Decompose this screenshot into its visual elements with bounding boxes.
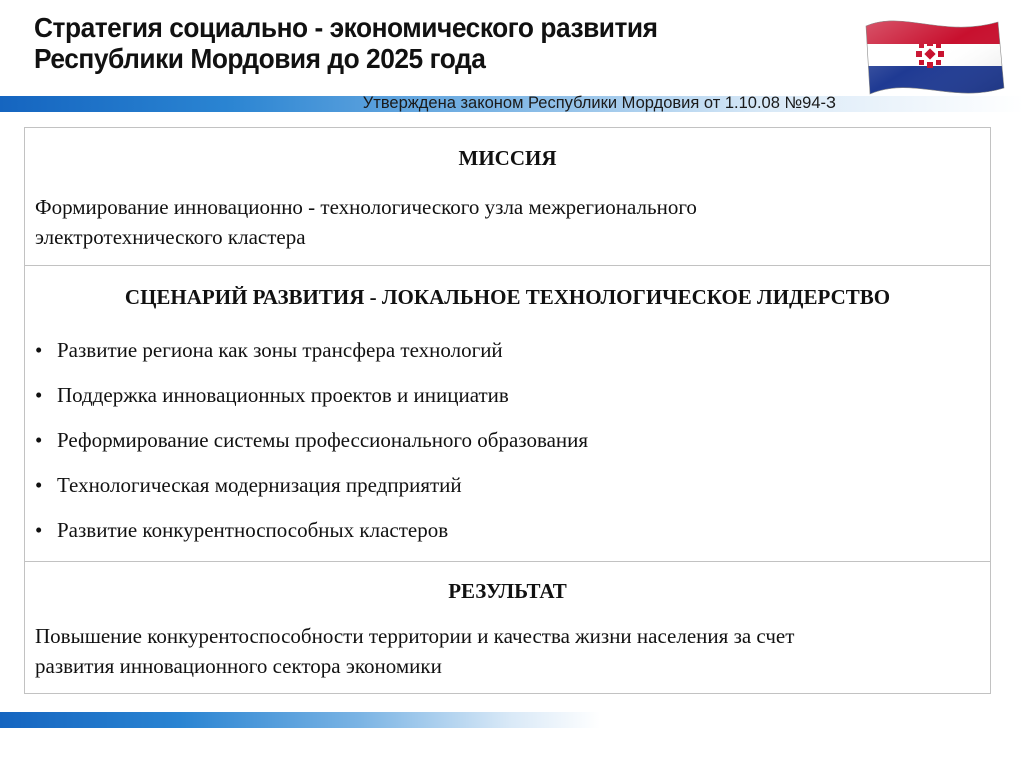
strategy-table (24, 127, 991, 694)
list-item-text: Технологическая модернизация предприятий (57, 473, 462, 497)
scenario-list (35, 335, 588, 560)
list-item (35, 515, 588, 560)
result-section (25, 561, 990, 693)
title-line-2: Республики Мордовия до 2025 года (34, 43, 486, 74)
scenario-section (25, 265, 990, 562)
footer-gradient-bar (0, 712, 600, 728)
bullet-icon: • (35, 473, 43, 497)
result-text (35, 621, 980, 681)
list-item (35, 380, 588, 425)
result-heading: РЕЗУЛЬТАТ (448, 579, 567, 603)
result-text-line-2: развития инновационного сектора экономики (35, 654, 442, 678)
mission-text-line-2: электротехнического кластера (35, 225, 306, 249)
mission-heading: МИССИЯ (458, 146, 557, 170)
mission-text-line-1: Формирование инновационно - технологического узла межрегионального (35, 195, 697, 219)
bullet-icon: • (35, 383, 43, 407)
approval-note: Утверждена законом Республики Мордовия от 1.10.08 №94-З (362, 94, 836, 112)
result-text-line-1: Повышение конкурентоспособности территории и качества жизни населения за счет (35, 624, 795, 648)
mission-section (25, 128, 990, 266)
mission-text (35, 192, 980, 252)
list-item (35, 335, 588, 380)
bullet-icon: • (35, 428, 43, 452)
list-item-text: Поддержка инновационных проектов и инициатив (57, 383, 509, 407)
list-item (35, 470, 588, 515)
list-item (35, 425, 588, 470)
bullet-icon: • (35, 338, 43, 362)
mordovia-flag-icon (858, 8, 1008, 100)
bullet-icon: • (35, 518, 43, 542)
scenario-heading: СЦЕНАРИЙ РАЗВИТИЯ - ЛОКАЛЬНОЕ ТЕХНОЛОГИЧЕСКОЕ ЛИДЕРСТВО (124, 285, 891, 309)
title-line-1: Стратегия социально - экономического развития (34, 12, 658, 43)
list-item-text: Развитие региона как зоны трансфера технологий (57, 338, 503, 362)
list-item-text: Реформирование системы профессионального образования (57, 428, 589, 452)
page-title (34, 12, 786, 74)
list-item-text: Развитие конкурентноспособных кластеров (57, 518, 449, 542)
